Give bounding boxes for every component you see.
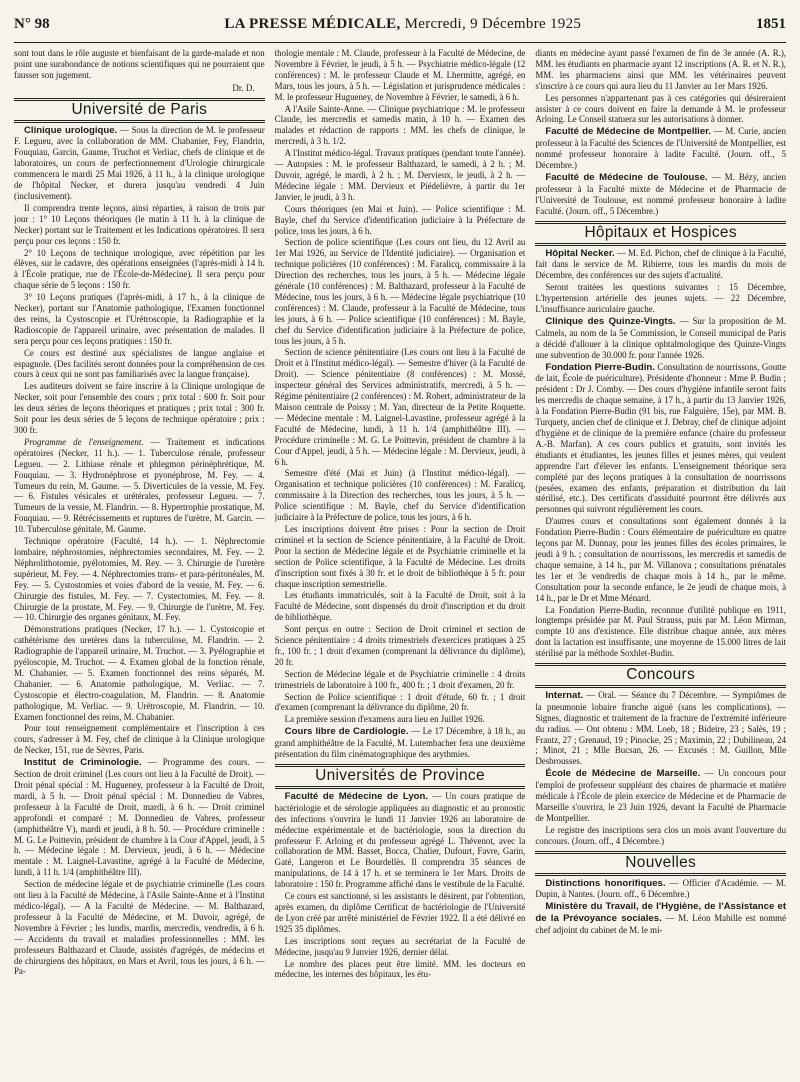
budin-p3: La Fondation Pierre-Budin, reconnue d'utilité publique en 1911, longtemps présidée par M. Paul Strauss, puis par M. Léon Mirman, compte 10 ans d'existence. Elle distribue chaque année, aux mères dont la lactation est insuffisante, une moyenne de 15.000 litres de lait stérilisé par la méthode Soxhlet-Budin. (535, 604, 787, 659)
lyon-paragraph (275, 791, 526, 890)
column-3 (535, 48, 786, 1078)
intro-paragraph: sont tout dans le rôle auguste et bienfaisant de la garde-malade et non point une surabondance de notions scientifiques qui ne pourraient que fausser son jugement. (14, 48, 265, 80)
budin-text: Consultation de nourrissons, Goutte de lait, École de puériculture). Présidente d'honneur : Mme P. Budin ; président : Dr J. Comby. — Des cours d'hygiène infantile seront faits les mercredis de chaque semaine, à 17 h., à partir du 13 Janvier 1926, à la Fondation Pierre-Budin (91 bis, rue Falguière, 15e), par MM. B. Turquety, ancien chef de clinique et J. Debray, chef de clinique adjoint d'hygiène et de clinique de la première enfance (chaire du professeur A.-B. Marfan). A ces cours publics et gratuits, sont invités les étudiants et étudiantes, les jeunes filles et jeunes mères, qui veulent apprendre l'art d'élever les enfants. L'enseignement théorique sera complété par des leçons pratiques à la consultation de nourrissons (pesées, examen des enfants, préparation et distribution du lait stérilisé, etc.). Des certificats d'assiduité pourront être délivrés aux personnes qui suivront régulièrement les cours. (535, 361, 787, 515)
c2-p4: Cours théoriques (en Mai et Juin). — Police scientifique : M. Bayle, chef du Service d'identification judiciaire à la Préfecture de police, tous les jours, à 6 h. (274, 203, 526, 236)
programme-text: — Traitement et indications opératoires (Necker, 11 h.). — 1. Tuberculose rénale, professeur Legueu. — 2. Lithiase rénale et phlegmon périnéphrétique, M. Fouquiau. — 3. Hydronéphrose et pyonéphrose, M. Fey. — 4. Tumeurs du rein, M. Gaume. — 5. Diverticules de la vessie, M. Fey. — 6. Fistules vésicales et urétérales, professeur Legueu. — 7. Tumeurs de la vessie, M. Flandrin. — 8. Hypertrophie prostatique, M. Fouquiau. — 9. Rétrécissements et ruptures de l'urètre, M. Garcin. — 10. Tuberculose génitale, M. Gaume. (14, 436, 265, 535)
internat-paragraph (535, 690, 786, 767)
necker-text: — M. Ed. Pichon, chef de clinique à la Faculté, fait dans le service de M. Ribierre, tous les mardis du mois de Décembre, des conférences sur des sujets d'actualité. (535, 247, 787, 281)
section-heading-hospitals: Hôpitaux et Hospices (535, 221, 786, 246)
lyon-text: — Un cours pratique de bactériologie et de sérologie appliquées au diagnostic et au pronostic des infections s'ouvrira le lundi 11 Janvier 1926 au laboratoire de médecine expérimentale et de bactériologie, sous la direction du professeur F. Arloing et du professeur agrégé L. Thévenot, avec la collaboration de MM. Basset, Bocca, Chalier, Dufourt, Favre, Garin, Gaté, Langeron et Le Bourdellès. Il comprendra 35 séances de manipulations, de 14 à 17 h. et se terminera le 1er Mars. Droits de laboratoire : 150 fr. Programme affiché dans le vestibule de la Faculté. (274, 790, 526, 890)
urology-title: Clinique urologique. (24, 124, 118, 136)
montpellier-paragraph (535, 126, 786, 171)
urology-p2: Il comprendra trente leçons, ainsi réparties, à raison de trois par jour : 1° 10 Leçons théoriques (le matin à 11 h. à la clinique de Necker) portant sur le Traitement et les Indications opératoires. Il sera perçu pour ces leçons : 150 fr. (14, 202, 265, 246)
urology-paragraph (14, 125, 265, 202)
c2-p6: Section de science pénitentiaire (Les cours ont lieu à la Faculté de Droit et à l'Institut médico-légal). — Semestre d'hiver (à la Faculté de Droit). — Science pénitentiaire (8 conférences) : M. Mossé, inspecteur général des Services administratifs, mercredi, à 5 h. — Régime pénitentiaire (2 conférences) : M. Robert, administrateur de la Maison centrale de Poissy ; M. Yan, directeur de la Petite Roquette. — Médecine mentale : M. Laignel-Lavastine, professeur agrégé à la Faculté de Médecine, lundi, à 11 h. 1/4 (amphithéâtre III). — Procédure criminelle : M. G. Le Poittevin, président de chambre à la Cour d'Appel, jeudi, à 5 h. — Médecine légale : M. Dervieux, jeudi, à 6 h. (274, 347, 526, 467)
marseille-p2: Le registre des inscriptions sera clos un mois avant l'ouverture du concours. (Journ. off., 4 Décembre.) (535, 824, 787, 846)
title-date: Mercredi, 9 Décembre 1925 (400, 15, 582, 32)
c2-p8: Les inscriptions doivent être prises : Pour la section de Droit criminel et la section de Science pénitentiaire, à la Faculté de Droit. Pour la section de Médecine légale et de Psychiatrie criminelle et la section de Police scientifique, à la Faculté de Médecine. Les droits d'inscription sont fixés à 30 fr. et le droit de bibliothèque à 5 fr. pour chaque inscription semestrielle. (274, 523, 526, 589)
criminology-title: Institut de Criminologie. (24, 757, 142, 769)
distinctions-paragraph (535, 878, 786, 901)
lyon-p4: Le nombre des places peut être limité. MM. les docteurs en médecine, les internes des hôpitaux, les étu- (274, 958, 526, 980)
technique-paragraph: Technique opératoire (Faculté, 14 h.). — 1. Néphrectomie lombaire, néphrostomies, néphrectomies secondaires, M. Fey. — 2. Néphrolithotomie, pyélotomies, M. Rey. — 3. Chirurgie de l'uretère supérieur, M. Fey. — 4. Néphrectomies trans- et para-péritonéales, M. Fey. — 5. Cystostomies et voies d'abord de la vessie, M. Fey. — 6. Chirurgie des fistules, M. Fey. — 7. Cystectomies, M. Fey. — 8. Chirurgie de la prostate, M. Fey. — 9. Chirurgie de l'urètre, M. Fey. — 10. Chirurgie des organes génitaux, M. Fey. (14, 536, 265, 623)
c2-p2: A l'Asile Sainte-Anne. — Clinique psychiatrique : M. le professeur Claude, les mercredis et samedis matin, à 10 h. — Examen des malades et rédaction de rapports : MM. les chefs de clinique, le mercredi, à 3 h. 1/2. (274, 103, 526, 147)
c2-p9: Les étudiants immatriculés, soit à la Faculté de Droit, soit à la Faculté de Médecine, sont dispensés du droit d'inscription et du droit de bibliothèque. (274, 590, 526, 623)
urology-p7: Pour tout renseignement complémentaire et l'inscription à ces cours, s'adresser à M. Fey, chef de clinique à la Clinique urologique de Necker, 151, rue de Sèvres, Paris. (14, 723, 265, 756)
c2-p10: Sont perçus en outre : Section de Droit criminel et section de Science pénitentiaire : 4 droits trimestriels d'exercices pratiques à 25 fr., 100 fr. ; 1 droit d'examen (comprenant la délivrance du diplôme), 20 fr. (274, 624, 526, 667)
internat-title: Internat. (545, 689, 584, 701)
c2-p12: Section de Police scientifique : 1 droit d'étude, 60 fr. ; 1 droit d'examen (comprenant la délivrance du diplôme, 20 fr. (274, 691, 526, 713)
marseille-paragraph (535, 768, 786, 824)
section-heading-paris: Université de Paris (14, 98, 265, 123)
criminology-paragraph-2: Section de médecine légale et de psychiatrie criminelle (Les cours ont lieu à la Faculté de Médecine, à l'Asile Sainte-Anne et à l'Institut médico-légal). — A la Faculté de Médecine. — M. Balthazard, professeur à la Faculté de Médecine, et M. Duvoir, agrégé, de Novembre à Février ; les lundis, mardis, mercredis, vendredis, à 6 h. — Accidents du travail et maladies professionnelles : MM. les professeurs Balthazard et Claude, assistés d'agrégés, de médecins et de chirurgiens des hôpitaux, en Mars et Avril, tous les jours, à 6 h. — Pa- (14, 879, 265, 977)
internat-text: — Oral. — Séance du 7 Décembre. — Symptômes de la pneumonie lobaire franche aiguë (sans les complications). — Signes, diagnostic et traitement de la fracture de l'extrémité inférieure du radius. — Ont obtenu : MM. Loeb, 18 ; Bideire, 23 ; Salès, 19 ; Frantz, 27 ; Grenaud, 19 ; Pinocke, 25 ; Maximin, 22 ; Dubilineau, 24 ; Minot, 21 ; Mlle Bucsan, 26. — Excusés : M. Guillon, Mlle Desbrousses. (535, 689, 787, 767)
title-main: LA PRESSE MÉDICALE, (224, 15, 401, 32)
toulouse-paragraph (535, 172, 786, 217)
toulouse-title: Faculté de Médecine de Toulouse. (545, 171, 708, 183)
c2-p13: La première session d'examens aura lieu en Juillet 1926. (284, 714, 485, 725)
budin-p2: D'autres cours et consultations sont également donnés à la Fondation Pierre-Budin : Cours élémentaire de puériculture en quatre leçons par M. Dunnay, pour les jeunes filles des écoles primaires, le jeudi à 9 h. ; consultation de nourrissons, les mercredis et samedis de chaque semaine, à 14 h., par M. Villanova ; consultations prénatales les 1er et 3e vendredis de chaque mois à 14 h., par le même. Consultation pour la seconde enfance, le 2e jeudi de chaque mois, à 14 h., par le Dr et Mme Ménard. (535, 516, 787, 603)
montpellier-text: — M. Curie, ancien professeur à la Faculté des Sciences de l'Université de Montpellier, est nommé professeur honoraire à ladite Faculté. (Journ. off., 5 Décembre.) (535, 126, 787, 171)
budin-paragraph (535, 362, 786, 516)
necker-p2: Seront traitées les questions suivantes : 15 Décembre, L'hypertension artérielle des jeunes sujets. — 22 Décembre, L'insuffisance auriculaire gauche. (535, 282, 787, 315)
programme-paragraph (14, 437, 265, 535)
section-heading-nouvelles: Nouvelles (535, 851, 786, 876)
urology-p3: 2° 10 Leçons de technique urologique, avec répétition par les élèves, sur le cadavre, des opérations enseignées (l'après-midi à 14 h. à l'École pratique, rue de l'École-de-Médecine). Il sera perçu pour chaque série de 5 leçons : 150 fr. (14, 247, 265, 291)
lyon-p2: Ce cours est sanctionné, si les assistants le désirent, par l'obtention, après examen, du diplôme Certificat de bactériologie de l'Université de Lyon créé par arrêté ministériel de Février 1922. Il a été délivré en 1925 35 diplômes. (274, 891, 526, 934)
lyon-p3: Les inscriptions sont reçues au secrétariat de la Faculté de Médecine, jusqu'au 9 Janvier 1926, dernier délai. (274, 935, 526, 957)
column-1 (14, 48, 265, 1078)
criminology-paragraph (14, 757, 265, 878)
urology-p5: Ce cours est destiné aux spécialistes de langue anglaise et espagnole. (Des facilités seront données pour la compréhension de ces cours à ceux qui ne sont pas familiarisés avec la langue française). (14, 347, 265, 380)
urology-text: — Sous la direction de M. le professeur F. Legueu, avec la collaboration de MM. Chabanier, Fey, Flandrin, Fouquiau, Garcin, Gaume, Truchot et Verliac, chefs de clinique et de laboratoires, un cours de perfectionnement d'Urologie chirurgicale commencera le mardi 25 Mai 1926, à 11 h., à la clinique urologique de l'hôpital Necker, et durera jusqu'au vendredi 4 Juin (inclusivement). (14, 124, 265, 201)
budin-title: Fondation Pierre-Budin. (545, 361, 655, 373)
criminology-text: — Programme des cours. — Section de droit criminel (Les cours ont lieu à la Faculté de Droit). — Droit pénal spécial : M. Hugueney, professeur à la Faculté de Droit, mardi, à 5 h. — Droit pénal spécial : M. Donnedieu de Vabres, professeur à la Faculté de Droit, mardi, à 6 h. — Droit criminel approfondi et comparé : M. Donnedieu de Vabres, professeur (amphithéâtre V), mardi et jeudi, à 8 h. 50. — Procédure criminelle : M. G. Le Poittevin, président de chambre à la Cour d'Appel, jeudi, à 5 h. — Médecine légale : M. Dervieux, jeudi, à 6 h. — Médecine mentale : M. Laignel-Lavastine, agrégé à la Faculté de Médecine, lundi, à 11 h. 1/4 (amphithéâtre III). (14, 757, 265, 878)
urology-p4: 3° 10 Leçons pratiques (l'après-midi, à 17 h., à la clinique de Necker), portant sur l'Anatomie pathologique, l'Examen fonctionnel des reins, la Cystoscopie et l'Urétroscopie, la Radiographie et la Radioscopie de l'appareil urinaire, avec présentation de malades. Il sera perçu pour ces leçons pratiques : 150 fr. (14, 292, 265, 346)
section-heading-concours: Concours (535, 663, 786, 688)
c3-p2: Les personnes n'appartenant pas à ces catégories qui désireraient assister à ce cours doivent en faire la demande à M. le professeur Arloing. Le Conseil statuera sur les autorisations à donner. (535, 92, 787, 125)
column-2 (275, 48, 526, 1078)
columns (14, 48, 786, 1078)
masthead (14, 4, 786, 44)
cardiology-title: Cours libre de Cardiologie. (284, 726, 409, 738)
c3-p1: diants en médecine ayant passé l'examen de fin de 3e année (A. R.), MM. les étudiants en pharmacie ayant 12 inscriptions (A. R. et N. R.), MM. les pharmaciens ainsi que MM. les vétérinaires peuvent s'inscrire à ce cours qui aura lieu du 11 Janvier au 1er Mars 1926. (535, 48, 787, 91)
c2-p11: Section de Médecine légale et de Psychiatrie criminelle : 4 droits trimestriels de laboratoire à 100 fr., 400 fr. ; 1 droit d'examen, 20 fr. (274, 668, 526, 690)
c2-p7: Semestre d'été (Mai et Juin) (à l'Institut médico-légal). — Organisation et technique policières (10 conférences) : M. Faralicq, commissaire à la Direction des recherches, tous les jours, à 5 h. — Police scientifique : M. Bayle, chef du Service d'identification judiciaire à la Préfecture de police, tous les jours, à 6 h. (274, 468, 526, 523)
distinctions-title: Distinctions honorifiques. (545, 877, 666, 889)
distinctions-text: — Officier d'Académie. — M. Dupin, à Nantes. (Journ. off., 6 Décembre.) (535, 877, 787, 900)
page-number: 1851 (755, 15, 786, 32)
ministere-title: Ministère du Travail, de l'Hygiène, de l'Assistance et de la Prévoyance sociales. (535, 901, 787, 925)
quinze-vingts-paragraph (535, 316, 786, 361)
toulouse-text: — M. Bézy, ancien professeur à la Faculté mixte de Médecine et de Pharmacie de l'Université de Toulouse, est nommé professeur honoraire à ladite Faculté. (Journ. off., 5 Décembre.) (535, 171, 787, 216)
quinze-vingts-title: Clinique des Quinze-Vingts. (545, 315, 676, 327)
lyon-title: Faculté de Médecine de Lyon. (284, 790, 429, 802)
programme-label: Programme de l'enseignement. (24, 436, 144, 447)
c2-p5: Section de police scientifique (Les cours ont lieu, du 12 Avril au 1er Mai 1926, au Service de l'Identité judiciaire). — Organisation et technique policières (10 conférences) : M. Faralicq, commissaire à la Direction des recherches, tous les jours, à 5 h. — Médecine légale générale (10 conférences) : M. Balthazard, professeur à la Faculté de Médecine, tous les jours, à 6 h. — Médecine légale psychiatrique (10 conférences) : M. Claude, professeur à la Faculté de Médecine, tous les jours, à 6 h. — Police scientifique (10 conférences) : M. Bayle, chef du Service d'identification judiciaire à la Préfecture de police, tous les jours, à 5 h. (274, 237, 526, 346)
necker-paragraph (535, 248, 786, 282)
header-rule (14, 42, 786, 43)
montpellier-title: Faculté de Médecine de Montpellier. (545, 126, 712, 138)
necker-title: Hôpital Necker. (545, 247, 615, 259)
urology-p6: Les auditeurs doivent se faire inscrire à la Clinique urologique de Necker, soit pour l'ensemble des cours ; prix total : 600 fr. Soit pour les deux séries de leçons théoriques et pratiques ; prix total : 300 fr. Soit pour les deux séries de 5 leçons de technique opératoire ; prix : 300 fr. (14, 381, 265, 435)
quinze-vingts-text: — Sur la proposition de M. Calmels, au nom de la 5e Commission, le Conseil municipal de Paris a décidé d'allouer à la clinique ophtalmologique des Quinze-Vingts une subvention de 30.000 fr. pour l'année 1926. (535, 315, 787, 360)
ministere-text: — M. Léon Mabille est nommé chef adjoint du cabinet de M. le mi- (535, 913, 787, 936)
signature: Dr. D. (232, 82, 255, 93)
section-heading-province: Universités de Province (275, 764, 526, 789)
marseille-title: École de Médecine de Marseille. (545, 768, 701, 780)
ministere-paragraph (535, 901, 786, 936)
issue-number: N° 98 (14, 15, 50, 32)
c2-p3: A l'Institut médico-légal. Travaux pratiques (pendant toute l'année). — Autopsies : M. le professeur Balthazard, le samedi, à 2 h. ; M. Duvoir, agrégé, le mardi, à 2 h. ; M. Dervieux, le jeudi, à 2 h. — Médecine légale : MM. Dervieux et Piédelièvre, à partir du 1er Janvier, le jeudi, à 3 h. (274, 148, 526, 202)
cardiology-paragraph (275, 726, 526, 760)
marseille-text: — Un concours pour l'emploi de professeur suppléant des chaires de pharmacie et matière médicale à l'École de plein exercice de Médecine et de Pharmacie de Marseille s'ouvrira, le 23 Juin 1926, devant la Faculté de Pharmacie de Montpellier. (535, 768, 787, 823)
c2-p1: thologie mentale : M. Claude, professeur à la Faculté de Médecine, de Novembre à Février, le jeudi, à 5 h. — Psychiatrie médico-légale (12 conférences) : M. le professeur Claude et M. Lhermitte, agrégé, en Mars, tous les jours, à 5 h. — Législation et jurisprudence médicales : M. le professeur Hugueney, de Novembre à Février, le samedi, à 6 h. (274, 48, 526, 102)
demonstrations-paragraph: Démonstrations pratiques (Necker, 17 h.). — 1. Cystoscopie et cathétérisme des uretères dans la tuberculose, M. Flandrin. — 2. Radiographie de l'appareil urinaire, M. Truchot. — 3. Pyélographie et pyéloscopie, M. Truchot. — 4. Examen global de la fonction rénale, M. Chabanier. — 5. Examen fonctionnel des reins séparés, M. Chabanier. — 6. Anatomie pathologique, M. Verliac. — 7. Cystoscopie et électro-coagulation, M. Flandrin. — 8. Anatomie pathologique, M. Verliac. — 9. Urétroscopie, M. Flandrin. — 10. Examen fonctionnel des reins, M. Chabanier. (14, 624, 265, 722)
cardiology-text: — Le 17 Décembre, à 18 h., au grand amphithéâtre de la Faculté, M. Lutembacher fera une deuxième présentation du film cinématographique des arythmies. (274, 726, 526, 760)
newspaper-title (224, 16, 581, 33)
